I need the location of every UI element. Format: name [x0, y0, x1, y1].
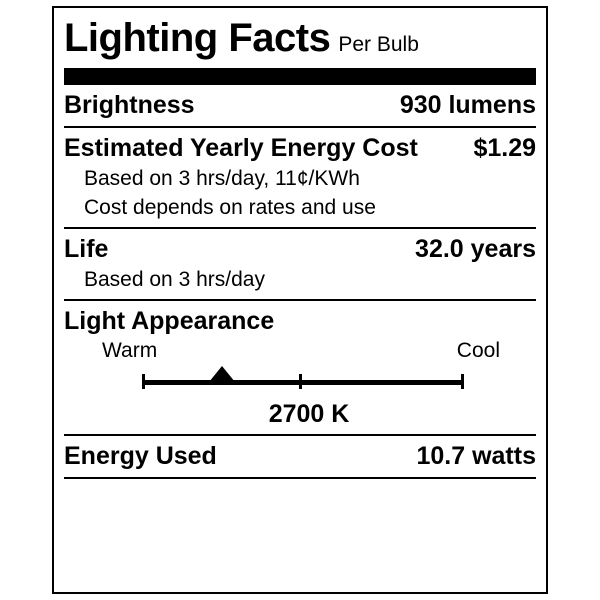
- scale-end-labels: [64, 338, 536, 364]
- brightness-label: Brightness: [64, 91, 195, 119]
- scale-marker-triangle-icon: [209, 366, 235, 382]
- scale-warm-label: Warm: [102, 339, 158, 362]
- life-section: [62, 229, 538, 299]
- label-content: [62, 14, 538, 479]
- energy-used-row: [64, 441, 536, 471]
- brightness-value: 930 lumens: [399, 91, 536, 119]
- title-divider-bar: [64, 68, 536, 85]
- energy-cost-note-1: Based on 3 hrs/day, 11¢/KWh: [84, 167, 360, 190]
- title-main-text: Lighting Facts: [64, 16, 331, 60]
- energy-cost-value: $1.29: [473, 134, 536, 162]
- scale-bar-area: [64, 366, 536, 400]
- scale-tick-left: [142, 374, 145, 389]
- scale-line: [142, 380, 464, 385]
- light-appearance-section: [62, 301, 538, 434]
- life-row: [64, 234, 536, 264]
- color-temperature-scale: [64, 338, 536, 428]
- energy-used-value: 10.7 watts: [416, 442, 536, 470]
- lighting-facts-label: [52, 6, 548, 594]
- title-sub-text: Per Bulb: [338, 33, 419, 56]
- scale-cool-label: Cool: [456, 339, 500, 362]
- light-appearance-label: Light Appearance: [64, 307, 275, 335]
- light-appearance-row: [64, 306, 536, 336]
- scale-tick-right: [461, 374, 464, 389]
- life-value: 32.0 years: [415, 235, 536, 263]
- energy-cost-section: [62, 128, 538, 227]
- brightness-row: [64, 90, 536, 120]
- life-note: Based on 3 hrs/day: [84, 268, 265, 291]
- divider-5: [64, 477, 536, 479]
- energy-used-section: [62, 436, 538, 477]
- label-title: [62, 14, 538, 62]
- energy-cost-row: [64, 133, 536, 163]
- energy-cost-label: Estimated Yearly Energy Cost: [64, 134, 418, 162]
- brightness-section: [62, 85, 538, 126]
- energy-used-label: Energy Used: [64, 442, 217, 470]
- scale-tick-middle: [299, 374, 302, 389]
- energy-cost-note-2: Cost depends on rates and use: [84, 196, 376, 219]
- life-label: Life: [64, 235, 109, 263]
- kelvin-value: 2700 K: [268, 400, 350, 428]
